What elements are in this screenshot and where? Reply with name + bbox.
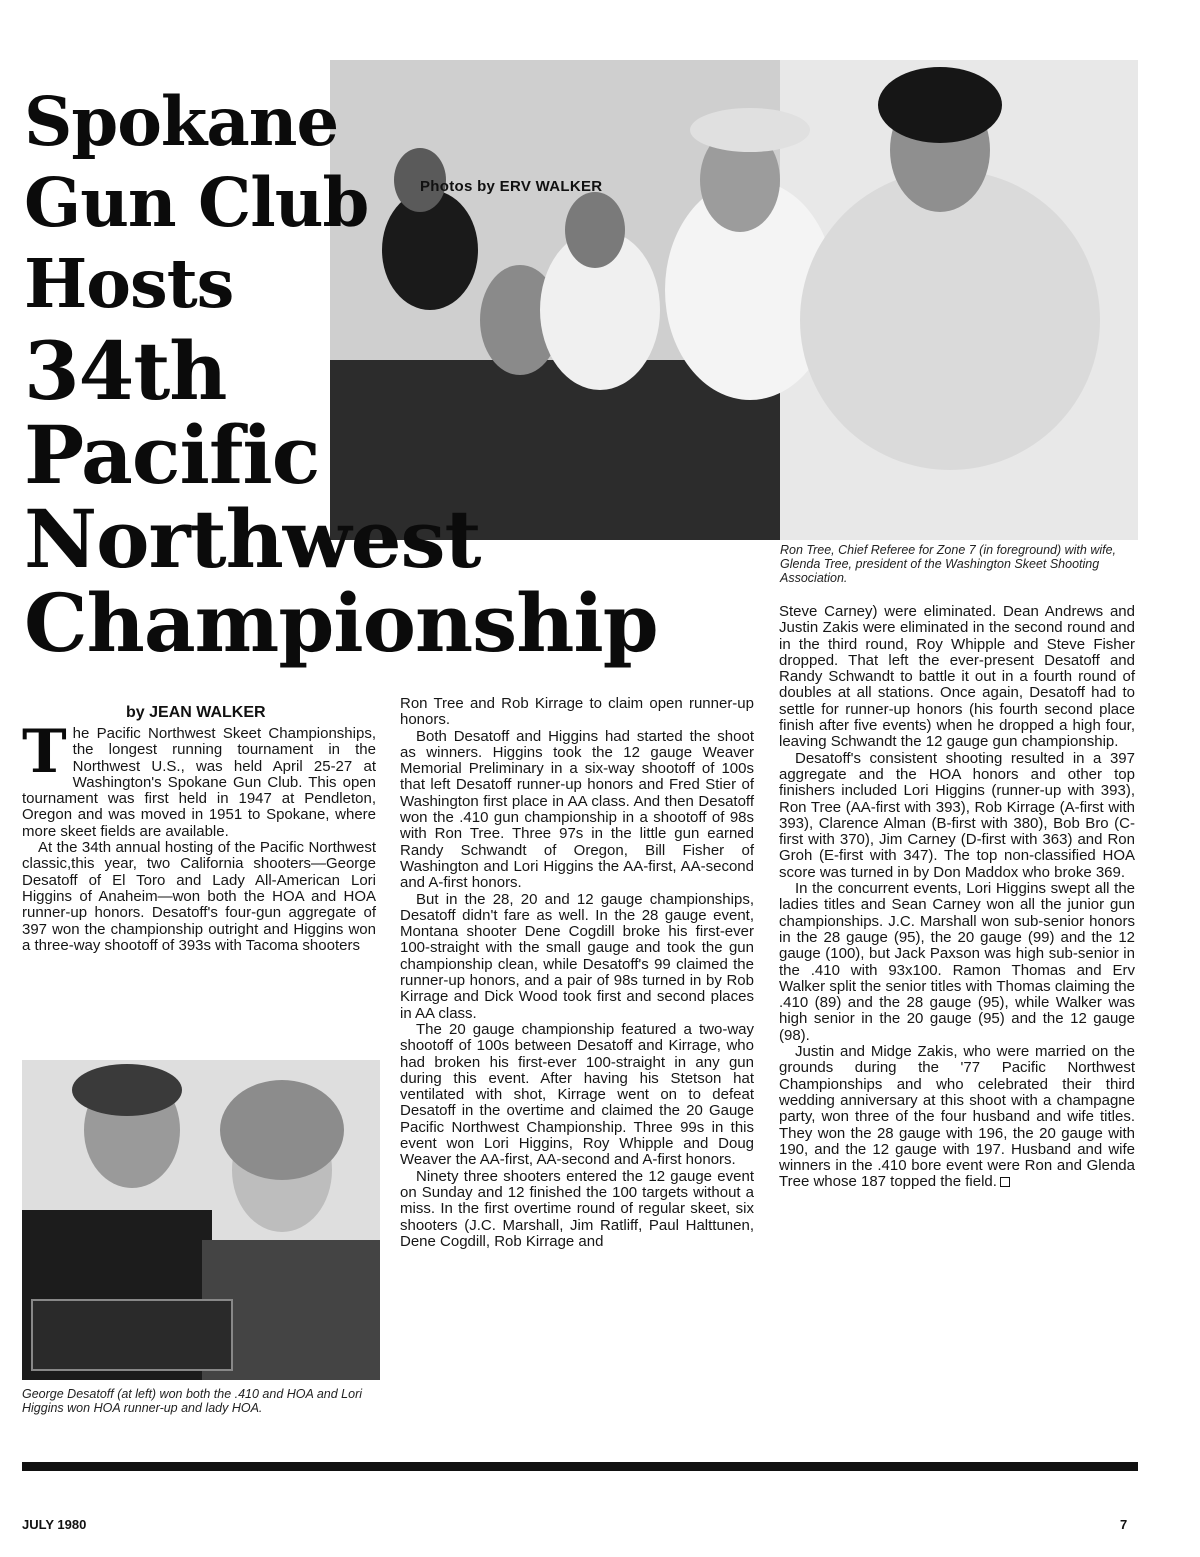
headline-line-7: Championship [24, 576, 658, 670]
winners-photo [22, 1060, 380, 1380]
footer-rule [22, 1462, 1138, 1471]
winners-photo-caption: George Desatoff (at left) won both the .410 and HOA and Lori Higgins won HOA runner-up and lady HOA. [22, 1387, 363, 1415]
headline-line-3: Hosts [24, 244, 234, 323]
drop-cap: T [22, 717, 67, 787]
headline [24, 82, 724, 670]
end-mark-icon [1000, 1177, 1010, 1187]
article-paragraph [22, 717, 376, 840]
main-photo-caption: Ron Tree, Chief Referee for Zone 7 (in foreground) with wife, Glenda Tree, president of the Washington Skeet Shooting Association. [780, 543, 1117, 585]
paragraph-text: he Pacific Northwest Skeet Championships, the longest running tournament in the Northwest U.S., was held April 25-27 at Washington's Spokane Gun Club. This open tournament was first held in 1947 at Pendleton, Oregon and was moved in 1951 to Spokane, where more skeet fields are available. [22, 725, 376, 840]
article-paragraph: Both Desatoff and Higgins had started the shoot as winners. Higgins took the 12 gauge Weaver Memorial Preliminary in a six-way shootoff of 100s that left Desatoff runner-up honors and Fred Stier of Washington first place in AA class. And then Desatoff won the .410 gun championship in a shootoff of 98s with Ron Tree. Three 97s in the little gun earned Randy Schwandt of Oregon, Bill Fisher of Washington and Lori Higgins the AA-first, AA-second and A-first honors. [400, 727, 754, 892]
article-column-1 [22, 717, 376, 954]
page-number: 7 [1120, 1517, 1128, 1532]
article-column-2 [400, 696, 754, 1250]
headline-line-4: 34th [24, 324, 227, 418]
headline-line-2: Gun Club [24, 163, 369, 242]
headline-line-6: Northwest [24, 492, 481, 586]
article-paragraph: The 20 gauge championship featured a two-way shootoff of 100s between Desatoff and Kirrage, who had broken his first-ever 100-straight in any gun during this event. After having his Stetson hat ventilated with shot, Kirrage went on to defeat Desatoff in the overtime and claimed the 20 Gauge Pacific Northwest Championship. Three 99s in this event won Lori Higgins, Roy Whipple and Doug Weaver the AA-first, AA-second and A-first honors. [400, 1020, 754, 1169]
article-paragraph: Desatoff's consistent shooting resulted in a 397 aggregate and the HOA honors and other top finishers included Lori Higgins (runner-up with 393), Ron Tree (AA-first with 393), Rob Kirrage (A-first with 393), Clarence Alman (B-first with 380), Bob Bro (C-first with 370), Jim Carney (D-first with 363) and Ron Groh (E-first with 347). The top non-classified HOA score was turned in by Don Maddox who broke 369. [779, 749, 1135, 881]
article-paragraph: At the 34th annual hosting of the Pacific Northwest classic,this year, two California shooters—George Desatoff of El Toro and Lady All-American Lori Higgins of Anaheim—won both the HOA and HOA runner-up honors. Desatoff's four-gun aggregate of 397 won the championship outright and Higgins won a three-way shootoff of 393s with Tacoma shooters [22, 839, 376, 954]
photo-credit: Photos by ERV WALKER [420, 178, 603, 195]
article-paragraph [779, 1044, 1135, 1191]
winners-photo-illustration [22, 1060, 380, 1380]
article-paragraph: Steve Carney) were eliminated. Dean Andrews and Justin Zakis were eliminated in the second round and in the third round, Roy Whipple and Steve Fisher dropped. That left the ever-present Desatoff and Randy Schwandt to battle it out in a fourth round of doubles at all stations. Once again, Desatoff had to settle for runner-up honors (his fourth second place finish after five events) when he dropped a high four, leaving Schwandt the 12 gauge gun championship. [779, 603, 1135, 751]
issue-date: JULY 1980 [22, 1517, 87, 1532]
headline-line-5: Pacific [24, 408, 320, 502]
article-paragraph: But in the 28, 20 and 12 gauge championships, Desatoff didn't fare as well. In the 28 gauge event, Montana shooter Dene Cogdill broke his first-ever 100-straight with the small gauge and took the gun championship clean, while Desatoff's 99 claimed the runner-up honors, and a pair of 98s turned in by Rob Kirrage and Dick Wood took first and second places in AA class. [400, 890, 754, 1022]
article-column-3 [779, 604, 1135, 1191]
article-paragraph: In the concurrent events, Lori Higgins swept all the ladies titles and Sean Carney won all the junior gun championships. J.C. Marshall won sub-senior honors in the 28 gauge (95), the 20 gauge (99) and the 12 gauge (100), but Jack Paxson was high sub-senior in the .410 with 93x100. Ramon Thomas and Erv Walker split the senior titles with Thomas claiming the .410 (89) and the 28 gauge (95), while Walker was high senior in the 20 gauge (95) and the 12 gauge (98). [779, 880, 1135, 1044]
byline: by JEAN WALKER [126, 704, 266, 721]
article-paragraph: Ninety three shooters entered the 12 gauge event on Sunday and 12 finished the 100 targets without a miss. In the first overtime round of regular skeet, six shooters (J.C. Marshall, Jim Ratliff, Paul Halttunen, Dene Cogdill, Rob Kirrage and [400, 1167, 754, 1250]
headline-line-1: Spokane [24, 82, 339, 161]
article-paragraph: Ron Tree and Rob Kirrage to claim open runner-up honors. [400, 695, 754, 729]
paragraph-text: Justin and Midge Zakis, who were married on the grounds during the '77 Pacific Northwest Championships and who celebrated their third wedding anniversary at this shoot with a champagne party, won three of the four husband and wife titles. They won the 28 gauge with 196, the 20 gauge with 190, and the 12 gauge with 197. Husband and wife winners in the .410 bore event were Ron and Glenda Tree whose 187 topped the field. [779, 1043, 1135, 1191]
